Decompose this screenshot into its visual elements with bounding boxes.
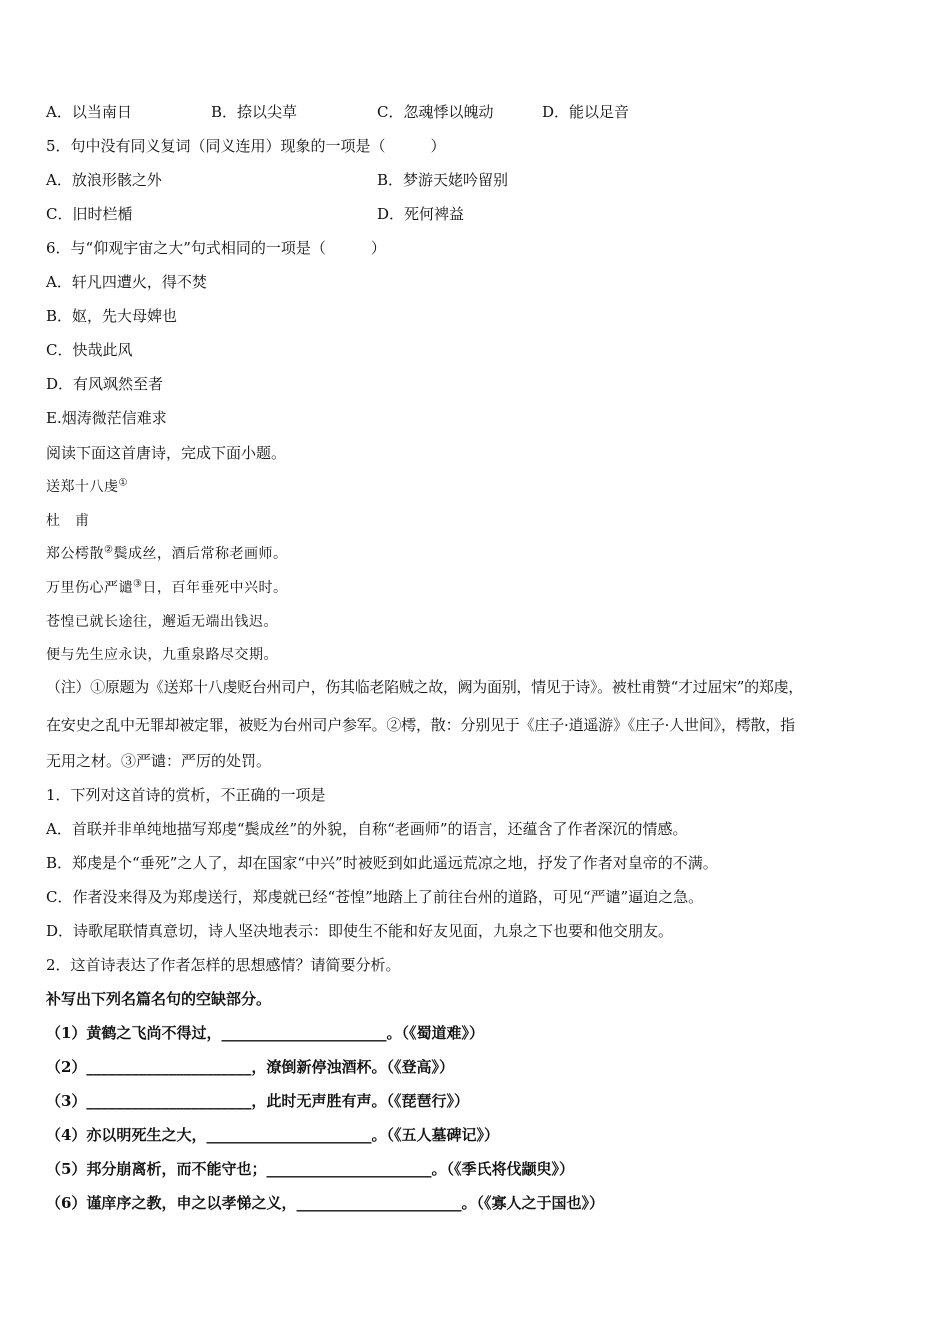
- q5-option-a: A．放浪形骸之外: [46, 171, 162, 189]
- q6-option-e: E.烟涛微茫信难求: [46, 409, 167, 427]
- fill-in-item-6: （6）谨庠序之教，申之以孝悌之义，______________________。（《寡人之于国也》）: [46, 1194, 604, 1212]
- footnote-mark-2: ②: [104, 544, 114, 556]
- q6-option-c: C．快哉此风: [46, 341, 133, 359]
- q6-option-a: A．轩凡四遭火，得不焚: [46, 273, 207, 291]
- q6-stem: 6．与“仰观宇宙之大”句式相同的一项是（ ）: [46, 239, 386, 257]
- poem-note-1: （注）①原题为《送郑十八虔贬台州司户，伤其临老陷贼之故，阙为面别，情见于诗》。被杜甫赞“才过屈宋”的郑虔，: [46, 678, 803, 696]
- q6-option-b: B．妪，先大母婢也: [46, 307, 178, 325]
- sub-q1-option-d: D．诗歌尾联情真意切，诗人坚决地表示：即使生不能和好友见面，九泉之下也要和他交朋友。: [46, 922, 674, 940]
- sub-q2-stem: 2．这首诗表达了作者怎样的思想感情？请简要分析。: [46, 956, 401, 974]
- poem-note-3: 无用之材。③严谴：严厉的处罚。: [46, 752, 272, 770]
- poem-note-2: 在安史之乱中无罪却被定罪，被贬为台州司户参军。②樗，散：分别见于《庄子·逍遥游》《庄子·人世间》，樗散，指: [46, 716, 795, 734]
- q4-option-b: B．捺以尖草: [211, 103, 298, 121]
- footnote-mark-1: ①: [118, 477, 128, 489]
- q5-option-d: D．死何裨益: [377, 205, 465, 223]
- q4-option-c: C．忽魂悸以魄动: [377, 103, 494, 121]
- poem-line-3: 苍惶已就长途往，邂逅无端出钱迟。: [46, 614, 278, 630]
- q4-option-a: A．以当南日: [46, 103, 132, 121]
- sub-q1-option-a: A．首联并非单纯地描写郑虔“鬓成丝”的外貌，自称“老画师”的语言，还蕴含了作者深沉的情感。: [46, 820, 688, 838]
- fill-in-item-4: （4）亦以明死生之大，______________________。（《五人墓碑记》）: [46, 1126, 499, 1144]
- poem-line-2-a: 万里伤心严谴: [46, 580, 133, 596]
- poem-line-1-a: 郑公樗散: [46, 546, 104, 562]
- q5-stem: 5．句中没有同义复词（同义连用）现象的一项是（ ）: [46, 137, 446, 155]
- poem-title-text: 送郑十八虔: [46, 479, 119, 495]
- fill-in-item-5: （5）邦分崩离析，而不能守也；______________________。（《季氏将伐颛臾》）: [46, 1160, 574, 1178]
- poem-line-2-b: 日，百年垂死中兴时。: [142, 580, 288, 596]
- q5-option-c: C．旧时栏楯: [46, 205, 133, 223]
- poem-intro: 阅读下面这首唐诗，完成下面小题。: [46, 444, 287, 462]
- q6-option-d: D．有风飒然至者: [46, 375, 164, 393]
- poem-line-1-b: 鬓成丝，酒后常称老画师。: [113, 546, 288, 562]
- q4-option-d: D．能以足音: [542, 103, 630, 121]
- footnote-mark-3: ③: [133, 578, 143, 590]
- fill-in-item-2: （2）______________________，潦倒新停浊酒杯。（《登高》）: [46, 1058, 454, 1076]
- fill-in-item-1: （1）黄鹤之飞尚不得过，______________________。（《蜀道难》）: [46, 1024, 484, 1042]
- fill-in-heading: 补写出下列名篇名句的空缺部分。: [46, 990, 272, 1008]
- poem-line-2: [46, 578, 287, 598]
- poem-author: 杜 甫: [46, 513, 90, 529]
- sub-q1-option-b: B．郑虔是个“垂死”之人了，却在国家“中兴”时被贬到如此遥远荒凉之地，抒发了作者对皇帝的不满。: [46, 854, 718, 872]
- fill-in-item-3: （3）______________________，此时无声胜有声。（《琵琶行》）: [46, 1092, 469, 1110]
- poem-line-4: 便与先生应永诀，九重泉路尽交期。: [46, 647, 278, 663]
- sub-q1-option-c: C．作者没来得及为郑虔送行，郑虔就已经“苍惶”地踏上了前往台州的道路，可见“严谴”逼迫之急。: [46, 888, 704, 906]
- q5-option-b: B．梦游天姥吟留别: [377, 171, 509, 189]
- sub-q1-stem: 1．下列对这首诗的赏析，不正确的一项是: [46, 786, 326, 804]
- poem-title: [46, 477, 128, 497]
- poem-line-1: [46, 544, 287, 564]
